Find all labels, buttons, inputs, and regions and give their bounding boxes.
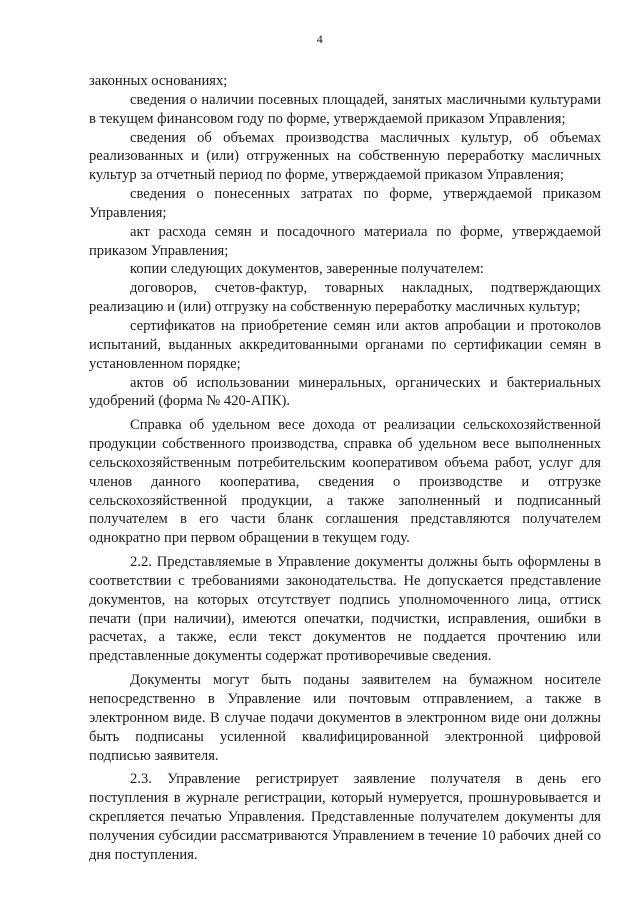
page-number: 4: [316, 32, 324, 46]
section-2-3: 2.3. Управление регистрирует заявление получателя в день его поступления в журнале регистрации, который нумеруется, прошнуровывается и скрепляется печатью Управления. Представленные получателем документы для получения субсидии рассматриваются Управлением в течение 10 рабочих дней со дня поступления.: [89, 771, 601, 863]
list-item-document-copies: копии следующих документов, заверенные получателем:: [130, 261, 484, 278]
list-item-seed-act: акт расхода семян и посадочного материала по форме, утверждаемой приказом Управления;: [89, 223, 601, 259]
list-item-costs: сведения о понесенных затратах по форме, утверждаемой приказом Управления;: [89, 186, 601, 221]
section-2-2: 2.2. Представляемые в Управление документы должны быть оформлены в соответствии с требованиями законодательства. Не допускается представление документов, на которых отсутствует подпись уполномоченного лица, оттиск печати (при наличии), имеются опечатки, подчистки, исправления, ошибки в расчетах, а также, если текст документов не поддается прочтению или представленные документы содержат противоречивые сведения.: [89, 554, 601, 665]
paragraph-income-reference: Справка об удельном весе дохода от реализации сельскохозяйственной продукции собственного производства, справка об удельном весе выполненных сельскохозяйственным потребительским кооперативом объема работ, услуг для членов данного кооператива, сведения о производстве и отгрузке сельскохозяйственной продукции, а также заполненный и подписанный получателем в его части бланк соглашения представляются получателем однократно при первом обращении в текущем году.: [89, 417, 601, 547]
paragraph-submission-methods: Документы могут быть поданы заявителем на бумажном носителе непосредственно в Управление или почтовым отправлением, а также в электронном виде. В случае подачи документов в электронном виде они должны быть подписаны усиленной квалифицированной электронной цифровой подписью заявителя.: [89, 672, 601, 764]
paragraph-continuation: законных основаниях;: [89, 73, 228, 89]
list-item-production-volumes: сведения об объемах производства масличных культур, об объемах реализованных и (или) отгруженных на собственную переработку масличных культур за отчетный период по форме, утверждаемой приказом Управления;: [89, 129, 601, 184]
list-item-sown-areas: сведения о наличии посевных площадей, занятых масличными культурами в текущем финансовом году по форме, утверждаемой приказом Управления;: [89, 91, 601, 127]
list-item-certificates: сертификатов на приобретение семян или актов апробации и протоколов испытаний, выданных аккредитованными органами по сертификации семян в установленном порядке;: [89, 317, 601, 372]
list-item-contracts: договоров, счетов-фактур, товарных накладных, подтверждающих реализацию и (или) отгрузку на собственную переработку масличных культур;: [89, 280, 601, 316]
document-body: [89, 72, 601, 865]
list-item-fertilizer-acts: актов об использовании минеральных, органических и бактериальных удобрений (форма № 420-АПК).: [89, 374, 601, 410]
